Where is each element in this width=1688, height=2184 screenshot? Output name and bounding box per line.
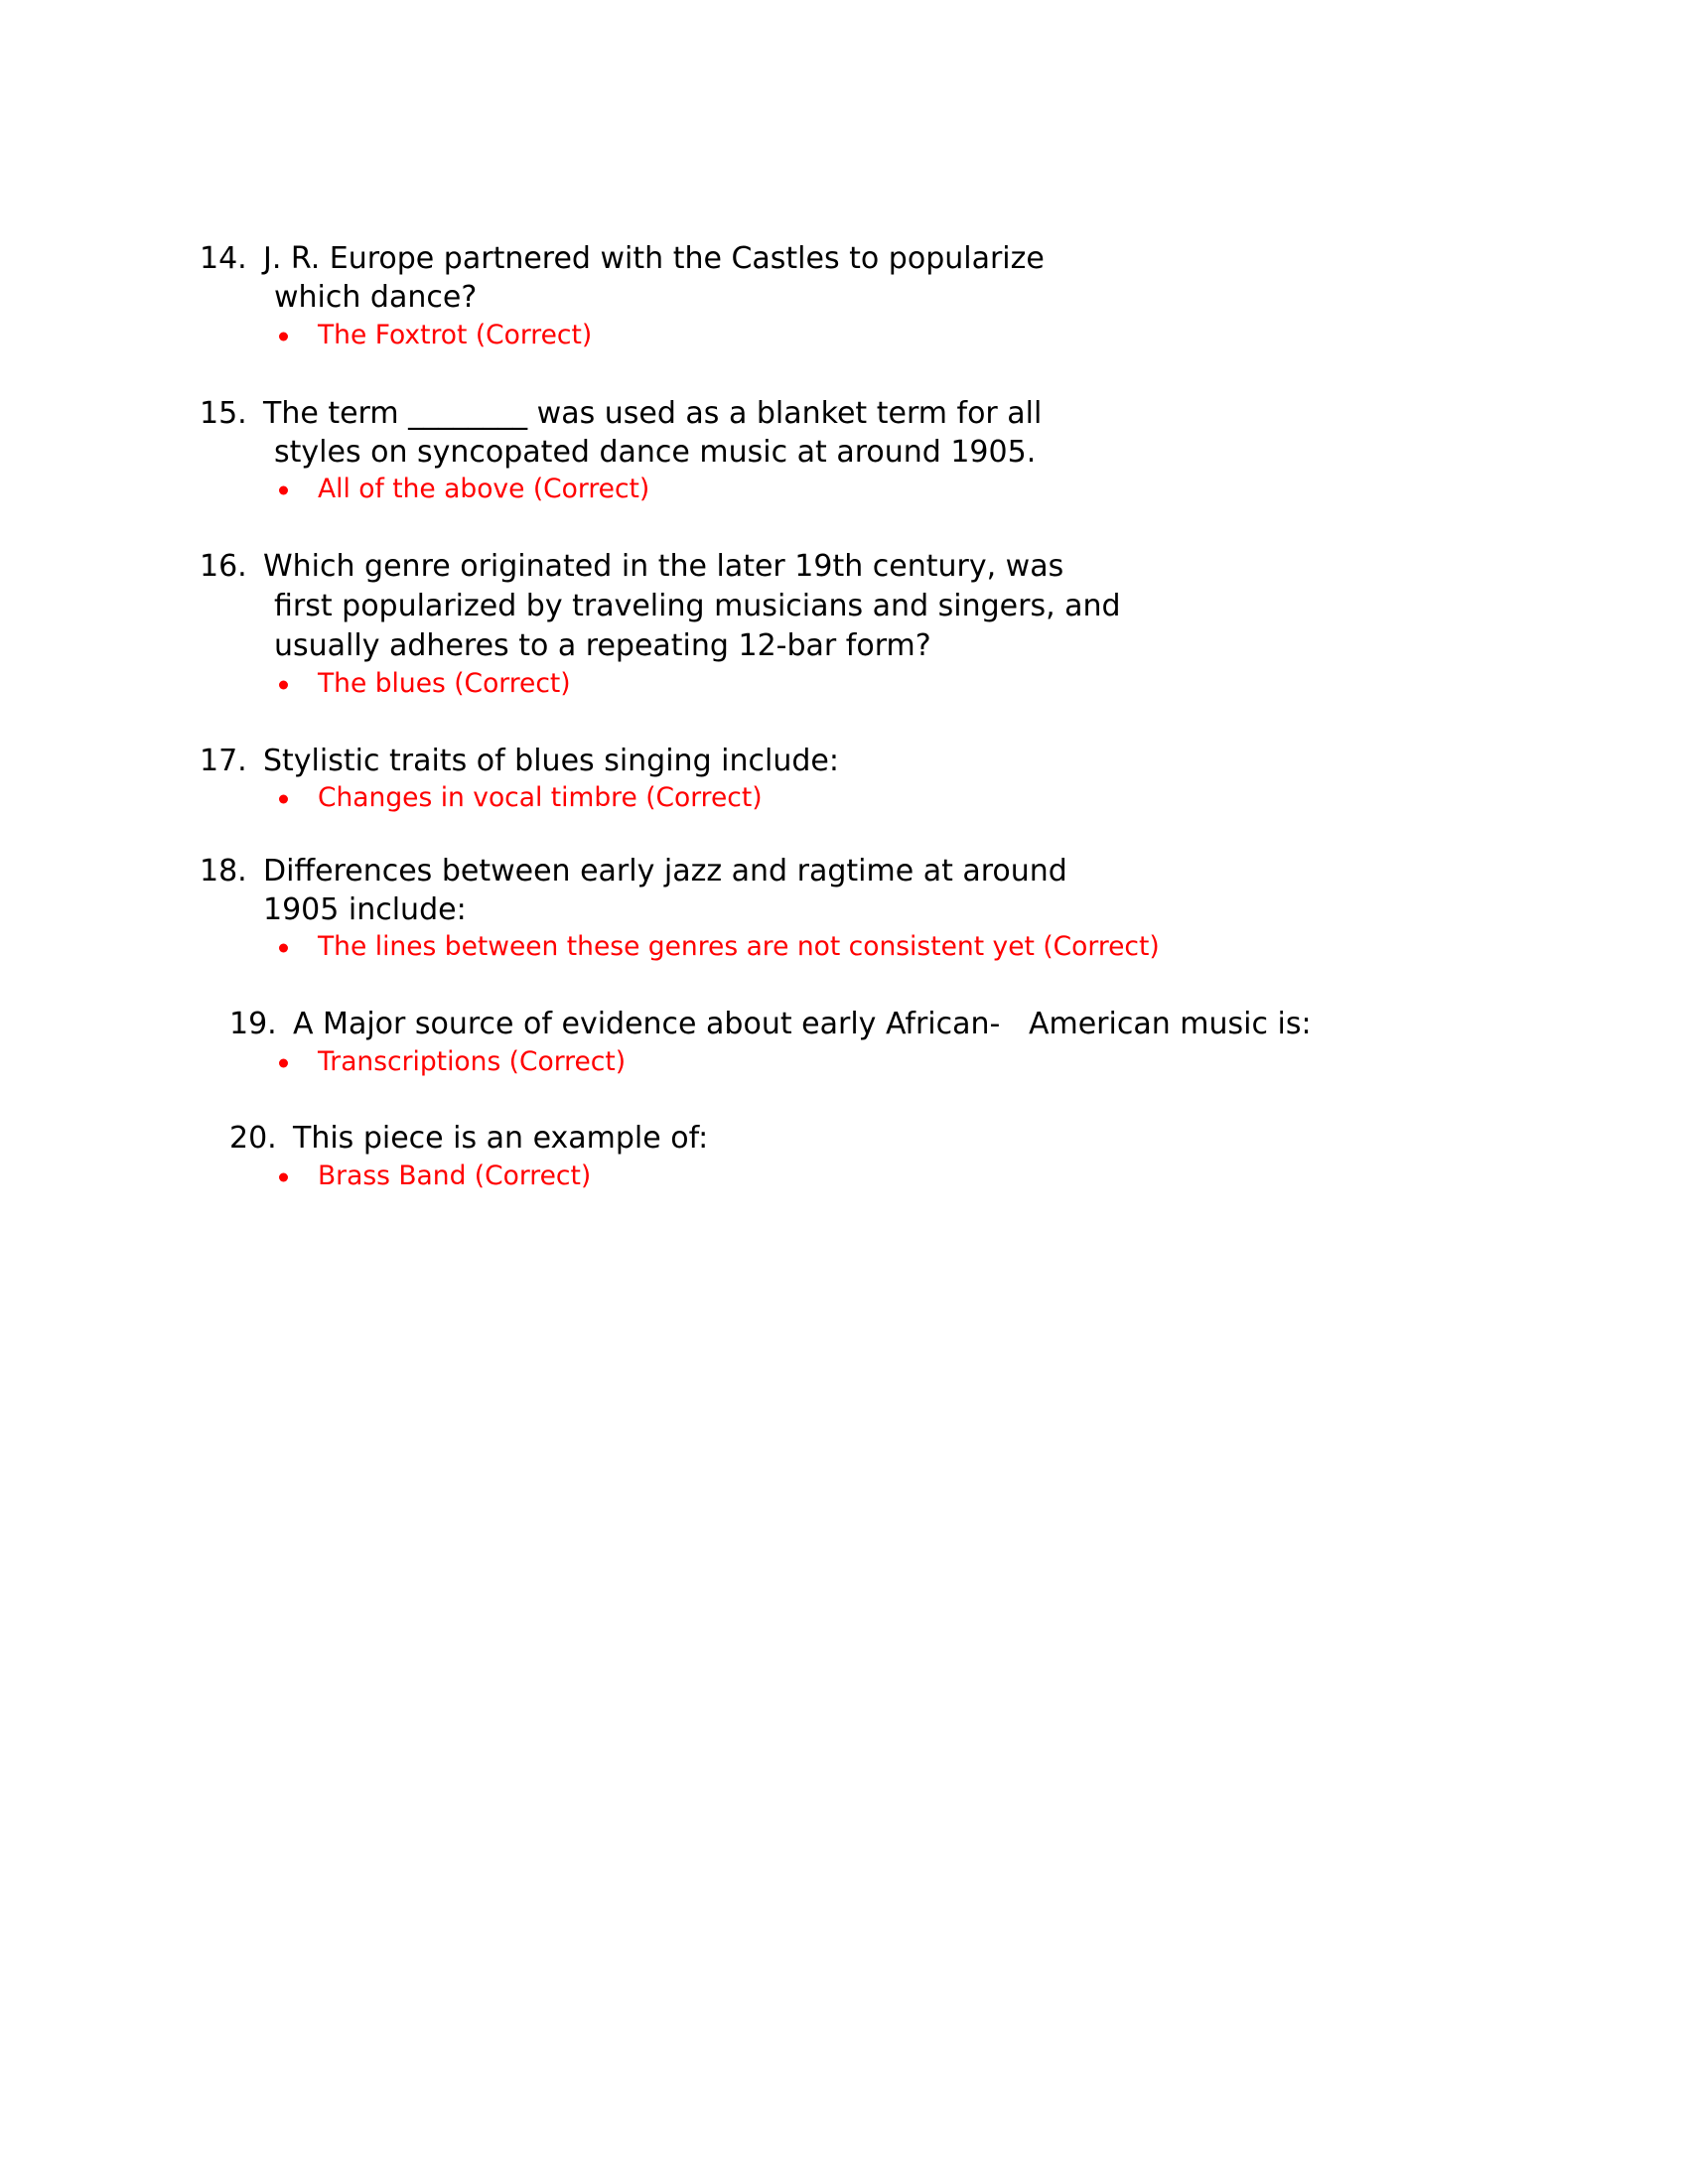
question-number: 14. <box>200 241 247 276</box>
question-text: Which genre originated in the later 19th century, was <box>263 549 1064 584</box>
bullet-icon <box>279 1059 288 1068</box>
question-number: 19. <box>229 1007 277 1041</box>
question-text: 1905 include: <box>263 892 467 927</box>
answer-text: Changes in vocal timbre (Correct) <box>318 781 763 813</box>
bullet-icon <box>279 1173 288 1182</box>
question-number: 15. <box>200 396 247 431</box>
question-text: Differences between early jazz and ragtime at around <box>263 854 1067 888</box>
question-text: first popularized by traveling musicians and singers, and <box>274 589 1121 623</box>
bullet-icon <box>279 486 288 495</box>
bullet-icon <box>279 333 288 341</box>
answer-text: The blues (Correct) <box>318 667 571 699</box>
answer-text: Brass Band (Correct) <box>318 1160 592 1191</box>
answer-text: Transcriptions (Correct) <box>318 1045 627 1077</box>
question-number: 17. <box>200 744 247 778</box>
bullet-icon <box>279 944 288 953</box>
question-text: usually adheres to a repeating 12-bar form? <box>274 628 931 663</box>
question-text: The term ________ was used as a blanket term for all <box>263 396 1043 431</box>
bullet-icon <box>279 795 288 804</box>
question-text: A Major source of evidence about early African- American music is: <box>293 1007 1312 1041</box>
question-number: 20. <box>229 1121 277 1156</box>
answer-text: The Foxtrot (Correct) <box>318 319 593 350</box>
question-text: This piece is an example of: <box>293 1121 709 1156</box>
question-text: J. R. Europe partnered with the Castles to popularize <box>263 241 1045 276</box>
answer-text: The lines between these genres are not consistent yet (Correct) <box>318 930 1160 962</box>
answer-text: All of the above (Correct) <box>318 473 650 504</box>
question-number: 16. <box>200 549 247 584</box>
question-text: Stylistic traits of blues singing include: <box>263 744 839 778</box>
question-text: which dance? <box>274 280 478 315</box>
question-number: 18. <box>200 854 247 888</box>
bullet-icon <box>279 681 288 690</box>
question-text: styles on syncopated dance music at around 1905. <box>274 435 1037 470</box>
